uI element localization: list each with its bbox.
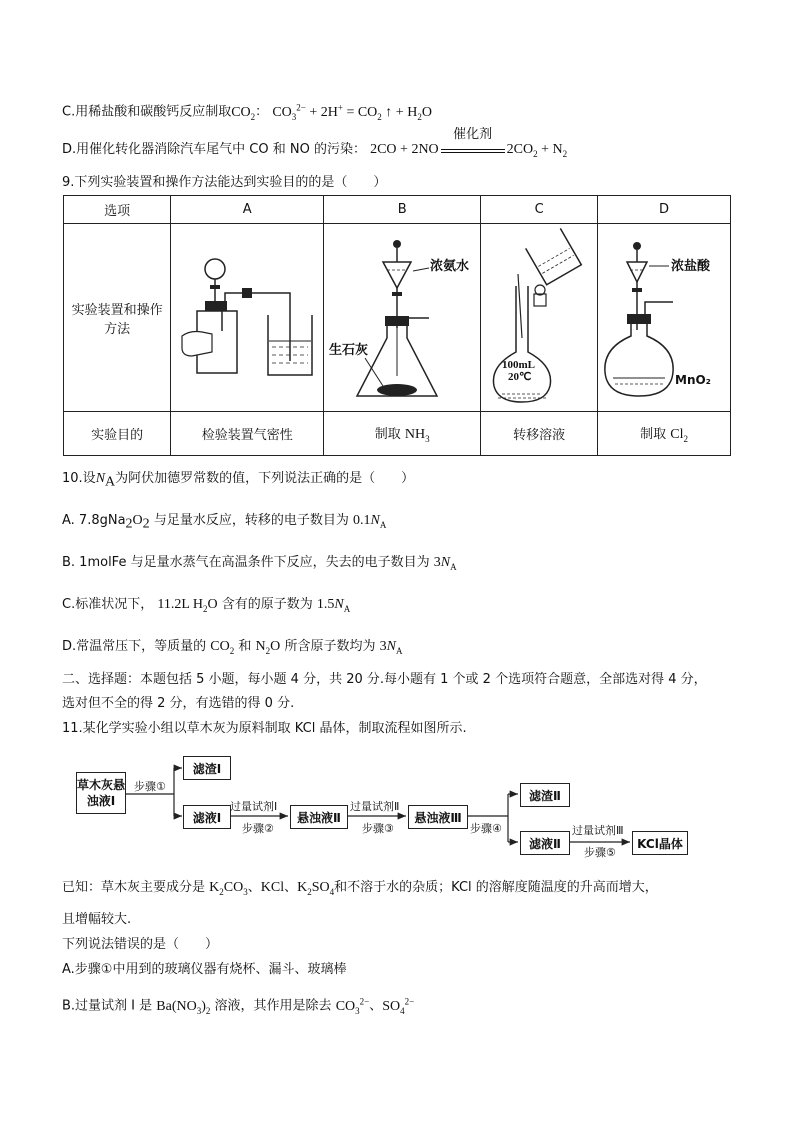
apparatus-a	[171, 224, 324, 412]
table-header: B	[324, 196, 481, 224]
label-100ml: 100mL	[502, 358, 536, 371]
row-label-purpose: 实验目的	[64, 412, 171, 456]
q10-option-c: C.标准状况下， 11.2L $H_2O$ 含有的原子数为 $1.5N_A$	[62, 597, 351, 614]
experiment-table	[63, 195, 731, 456]
purpose-a: 检验装置气密性	[171, 412, 324, 456]
flow-step4-label: 步骤④	[470, 822, 502, 835]
question-11-prompt: 下列说法错误的是（ ）	[62, 937, 219, 952]
flow-residue1-box: 滤渣Ⅰ	[183, 756, 231, 780]
flow-suspension3-box: 悬浊液Ⅲ	[408, 805, 468, 829]
flow-reagent3-label: 过量试剂Ⅲ	[572, 824, 624, 837]
row-label-apparatus: 实验装置和操作 方法	[64, 224, 171, 412]
q11-option-a: A.步骤①中用到的玻璃仪器有烧杯、漏斗、玻璃棒	[62, 962, 347, 977]
ammonia-apparatus-icon	[325, 226, 479, 406]
table-header: D	[598, 196, 731, 224]
flow-step3-label: 步骤③	[362, 822, 394, 835]
question-9: 9.下列实验装置和操作方法能达到实验目的的是（ ）	[62, 175, 387, 190]
table-header: C	[481, 196, 598, 224]
q10-option-d: D.常温常压下，等质量的 $CO_2$ 和 $N_2O$ 所含原子数均为 $3N_A$	[62, 639, 403, 656]
flow-filtrate2-box: 滤液Ⅱ	[520, 831, 570, 855]
flow-product-box: KCl晶体	[632, 831, 688, 855]
flow-step5-label: 步骤⑤	[584, 846, 616, 859]
question-11: 11.某化学实验小组以草木灰为原料制取 KCl 晶体，制取流程如图所示.	[62, 721, 467, 736]
airtightness-apparatus-icon	[172, 241, 322, 391]
flow-step2-label: 步骤②	[242, 822, 274, 835]
apparatus-c	[481, 224, 598, 412]
flow-residue2-box: 滤渣Ⅱ	[520, 783, 570, 807]
apparatus-d	[598, 224, 731, 412]
flow-step1-label: 步骤①	[134, 780, 166, 793]
chlorine-apparatus-icon	[599, 226, 729, 406]
known-info-line-2: 且增幅较大.	[62, 912, 132, 927]
label-concentrated-hcl: 浓盐酸	[671, 258, 711, 274]
flow-start-box: 草木灰悬 浊液Ⅰ	[76, 772, 126, 814]
apparatus-b	[324, 224, 481, 412]
option-c-line: C.用稀盐酸和碳酸钙反应制取$CO_2$： $CO_3^{2-} + 2H^+ = CO_2$ ↑ + $H_2O$	[62, 102, 432, 122]
label-concentrated-ammonia: 浓氨水	[430, 258, 470, 274]
purpose-d: 制取 $Cl_2$	[598, 412, 731, 456]
flowchart	[60, 748, 700, 868]
known-info-line-1: 已知：草木灰主要成分是 $K_2CO_3$、KCl、$K_2SO_4$和不溶于水的杂质；KCl 的溶解度随温度的升高而增大，	[62, 880, 658, 897]
section-2-line-1: 二、选择题：本题包括 5 小题，每小题 4 分，共 20 分.每小题有 1 个或 2 个选项符合题意，全部选对得 4 分，	[62, 672, 707, 687]
flow-filtrate1-box: 滤液Ⅰ	[183, 805, 231, 829]
label-20c: 20℃	[508, 370, 532, 383]
question-10: 10.设$N_A$为阿伏加德罗常数的值，下列说法正确的是（ ）	[62, 471, 415, 490]
label-mno2: MnO₂	[675, 372, 711, 387]
q10-option-a: A. $7.8gNa_2O_2$ 与足量水反应，转移的电子数目为 $0.1N_A$	[62, 513, 387, 532]
equation-d: 2CO + 2NO 催化剂 $2CO_2 + N_2$	[370, 127, 568, 159]
option-d-line: D.用催化转化器消除汽车尾气中 CO 和 NO 的污染： 2CO + 2NO 催化剂 $2CO_2 + N_2$	[62, 127, 568, 159]
label-quicklime: 生石灰	[329, 342, 369, 358]
flow-reagent2-label: 过量试剂Ⅱ	[350, 800, 400, 813]
q10-option-b: B. 1molFe 与足量水蒸气在高温条件下反应，失去的电子数目为 $3N_A$	[62, 555, 457, 572]
equation-c: $CO_3^{2-} + 2H^+ = CO_2$ ↑ + $H_2O$	[272, 102, 432, 122]
table-header: 选项	[64, 196, 171, 224]
flow-reagent1-label: 过量试剂Ⅰ	[230, 800, 278, 813]
q11-option-b: B.过量试剂 I 是 $Ba(NO_3)_2$ 溶液，其作用是除去 $CO_3^{2-}$、$SO_4^{2-}$	[62, 996, 415, 1016]
flow-suspension2-box: 悬浊液Ⅱ	[290, 805, 348, 829]
purpose-c: 转移溶液	[481, 412, 598, 456]
table-header: A	[171, 196, 324, 224]
transfer-solution-icon	[482, 226, 596, 406]
section-2-line-2: 选对但不全的得 2 分，有选错的得 0 分.	[62, 696, 295, 711]
purpose-b: 制取 $NH_3$	[324, 412, 481, 456]
